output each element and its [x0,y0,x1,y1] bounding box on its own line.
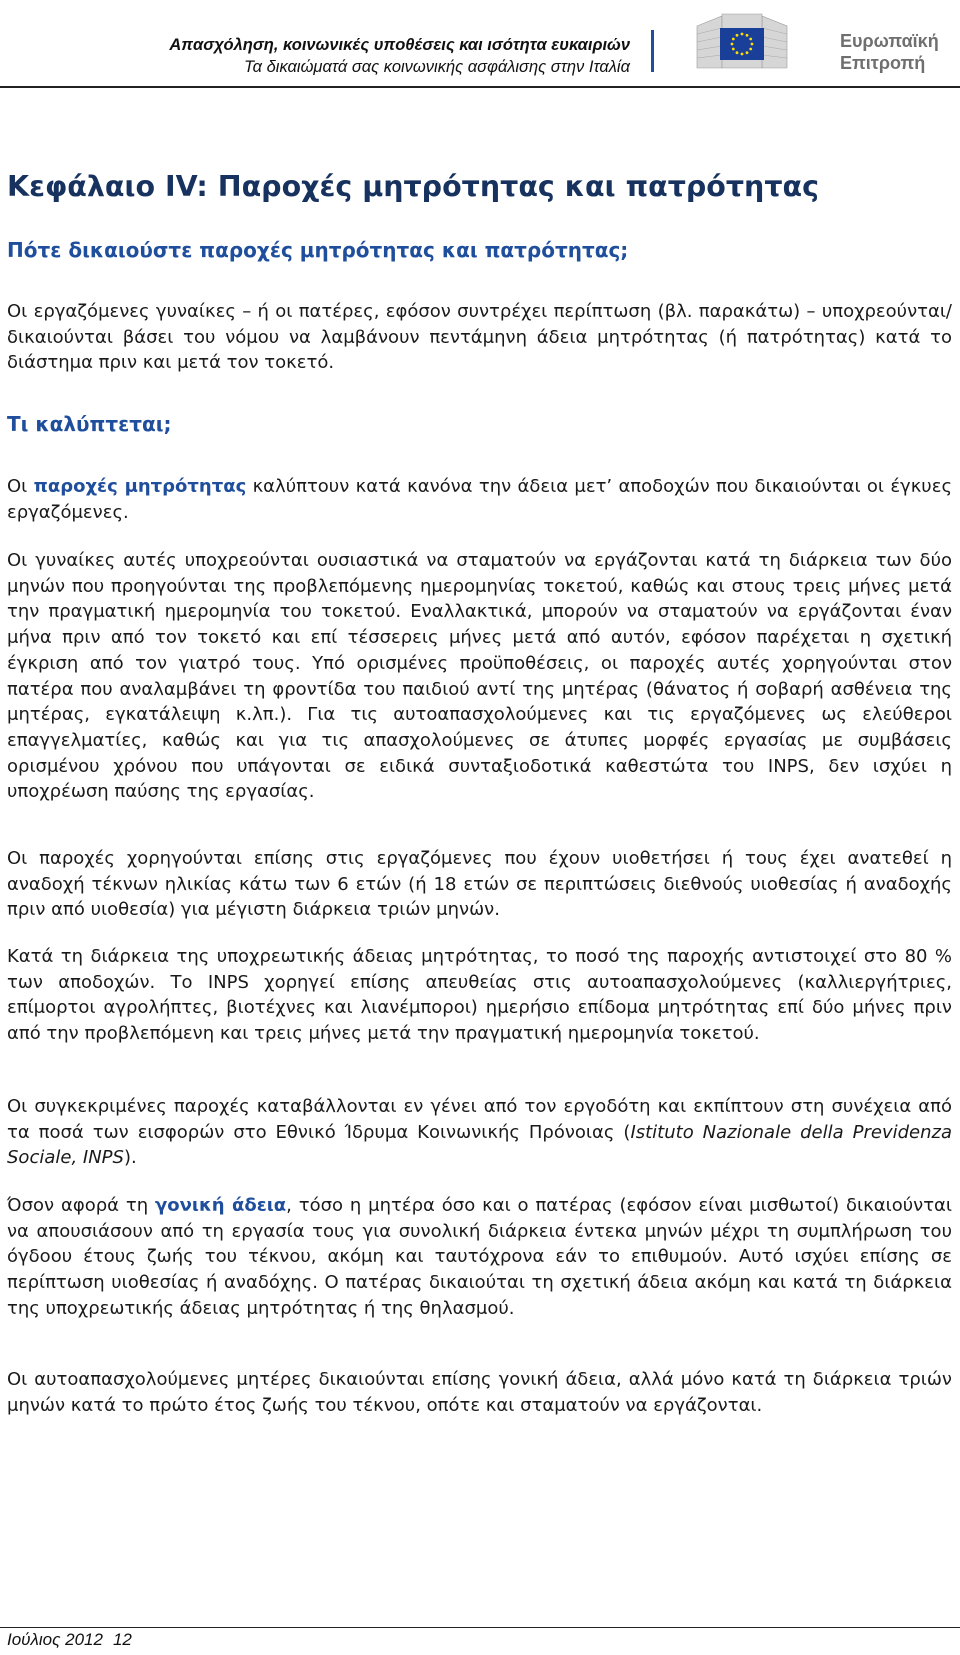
text-segment: Όσον αφορά τη [7,1195,156,1216]
section-heading-when: Πότε δικαιούστε παροχές μητρότητας και πατρότητας; [7,238,629,262]
text-segment: Οι [7,476,34,497]
commission-name-line-1: Ευρωπαϊκή [840,31,939,51]
text-segment: Οι συγκεκριμένες παροχές καταβάλλονται εν γένει από τον εργοδότη και εκπίπτουν στη συνέχεια από τα ποσά των εισφορών στο Εθνικό Ίδρυμα Κοινωνικής Πρόνοιας ( [7,1096,952,1143]
header-divider [651,30,654,72]
header-line-2: Τα δικαιώματά σας κοινωνικής ασφάλισης στην Ιταλία [244,58,630,76]
footer-date: Ιούλιος 2012 [7,1630,103,1649]
eu-flag-icon [692,4,792,74]
text-segment: , τόσο η μητέρα όσο και ο πατέρας (εφόσον είναι μισθωτοί) δικαιούνται να απουσιάσουν από τη εργασία τους για συνολική διάρκεια έντεκα μηνών μέχρι τη συμπλήρωση του όγδοου έτους ζωής του τέκνου, ακόμη και ταυτόχρονα εάν το επιθυμούν. Αυτό ισχύει επίσης σε περίπτωση υιοθεσίας ή αναδόχης. Ο πατέρας δικαιούται τη σχετική άδεια ακόμη και κατά τη διάρκεια της υποχρεωτικής άδειας μητρότητας ή της θηλασμού. [7,1195,952,1319]
section-heading-covered: Τι καλύπτεται; [7,412,172,436]
paragraph-when-intro: Οι εργαζόμενες γυναίκες – ή οι πατέρες, εφόσον συντρέχει περίπτωση (βλ. παρακάτω) – υποχρεούνται/δικαιούνται βάσει του νόμου να λαμβάνουν πεντάμηνη άδεια μητρότητας (ή πατρότητας) κατά το διάστημα πριν και μετά τον τοκετό. [7,301,952,374]
text-segment: καλύπτουν κατά κανόνα την άδεια μετ’ αποδοχών που δικαιούνται οι έγκυες εργαζόμενες. [7,476,953,523]
commission-name [840,30,939,74]
header-rule [0,86,960,88]
paragraph-maternity-benefits [7,474,952,525]
footer-rule [0,1627,960,1628]
paragraph-adoption: Οι παροχές χορηγούνται επίσης στις εργαζόμενες που έχουν υιοθετήσει ή τους έχει ανατεθεί η αναδοχή τέκνων ηλικίας κάτω των 6 ετών (ή 18 ετών σε περιπτώσεις διεθνούς υιοθεσίας ή αναδοχής πριν από υιοθεσία) για μέγιστη διάρκεια τριών μηνών. [7,848,952,921]
paragraph-payment [7,1094,952,1171]
page-header [0,0,960,88]
page-footer [7,1630,142,1650]
header-text [169,34,630,78]
text-segment: ). [123,1147,137,1169]
paragraph-self-employed: Οι αυτοαπασχολούμενες μητέρες δικαιούνται επίσης γονική άδεια, αλλά μόνο κατά τη διάρκεια τριών μηνών κατά το πρώτο έτος ζωής του τέκνου, οπότε και σταματούν να εργάζονται. [7,1369,952,1416]
term-maternity-benefits: παροχές μητρότητας [33,476,247,497]
institution-name: Istituto Nazionale della Previdenza Sociale, INPS [7,1121,952,1169]
chapter-title: Κεφάλαιο IV: Παροχές μητρότητας και πατρότητας [7,170,819,203]
paragraph-parental-leave [7,1193,952,1322]
page-number: 12 [112,1630,132,1649]
term-parental-leave: γονική άδεια [155,1195,287,1216]
commission-name-line-2: Επιτροπή [840,53,926,73]
header-line-1: Απασχόληση, κοινωνικές υποθέσεις και ισότητα ευκαιριών [169,36,630,54]
paragraph-leave-details: Οι γυναίκες αυτές υποχρεούνται ουσιαστικά να σταματούν να εργάζονται κατά τη διάρκεια των δύο μηνών που προηγούνται της προβλεπόμενης ημερομηνίας τοκετού, καθώς και στους τρεις μήνες μετά την πραγματική ημερομηνία του τοκετού. Εναλλακτικά, μπορούν να σταματούν να εργάζονται έναν μήνα πριν από τον τοκετό και επί τέσσερεις μήνες μετά από αυτόν, εφόσον παρέχεται η σχετική έγκριση από τον γιατρό τους. Υπό ορισμένες προϋποθέσεις, οι παροχές αυτές χορηγούνται στον πατέρα που αναλαμβάνει τη φροντίδα του παιδιού αντί της μητέρας (θάνατος ή σοβαρή ασθένεια της μητέρας, εγκατάλειψη κ.λπ.). Για τις αυτοαπασχολούμενες και τις εργαζόμενες ως ελεύθεροι επαγγελματίες, καθώς και για τις απασχολούμενες σε άτυπες μορφές εργασίας με συμβάσεις ορισμένου χρόνου που υπάγονται σε ειδικά συνταξιοδοτικά καθεστώτα του INPS, δεν ισχύει η υποχρέωση παύσης της εργασίας. [7,550,952,803]
paragraph-benefit-amount: Κατά τη διάρκεια της υποχρεωτικής άδειας μητρότητας, το ποσό της παροχής αντιστοιχεί στο 80 % των αποδοχών. Το INPS χορηγεί επίσης απευθείας στις αυτοαπασχολούμενες (καλλιεργήτριες, επίμορτοι αγρολήπτες, βιοτέχνες και λιανέμποροι) ημερήσιο επίδομα μητρότητας επί δύο μήνες πριν από την προβλεπόμενη και τρεις μήνες μετά την πραγματική ημερομηνία τοκετού. [7,946,952,1045]
european-commission-logo [692,4,792,74]
